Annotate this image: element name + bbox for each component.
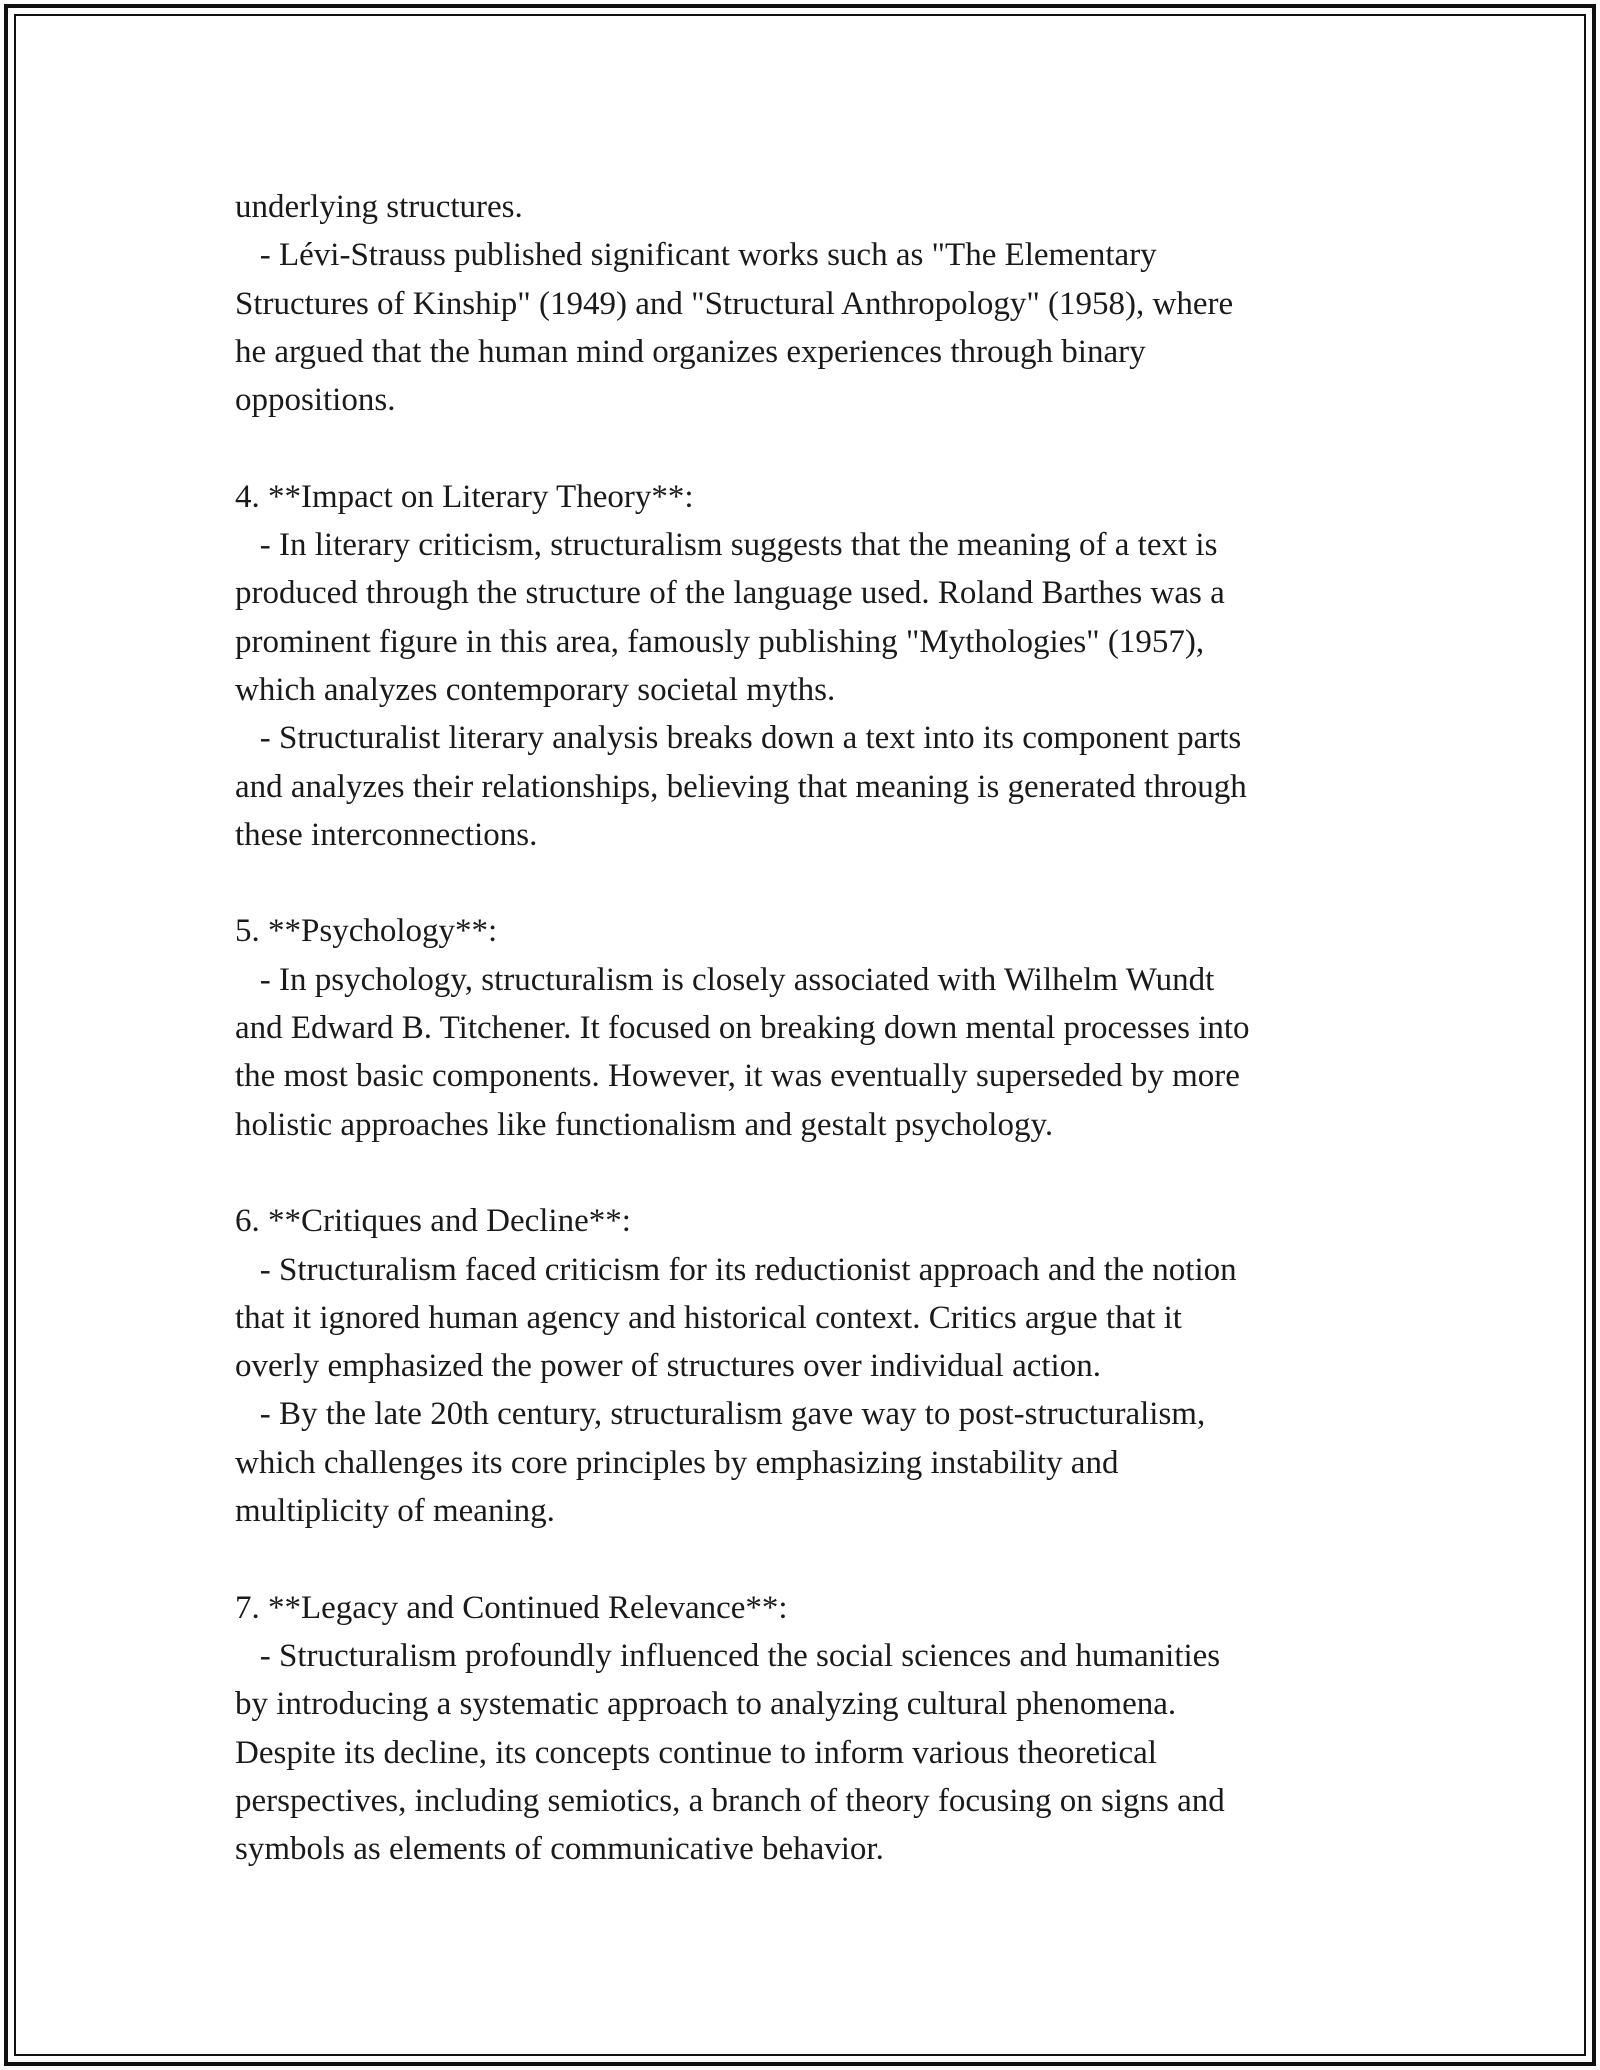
text-line: produced through the structure of the language used. Roland Barthes was a	[235, 575, 1225, 612]
text-line: he argued that the human mind organizes experiences through binary	[235, 333, 1146, 370]
section-heading: 7. **Legacy and Continued Relevance**:	[235, 1589, 788, 1626]
text-line: Structures of Kinship" (1949) and "Structural Anthropology" (1958), where	[235, 285, 1234, 322]
text-line: these interconnections.	[235, 816, 538, 853]
text-line: - Structuralism faced criticism for its reductionist approach and the notion	[235, 1251, 1237, 1288]
text-line: oppositions.	[235, 382, 396, 419]
text-line: overly emphasized the power of structures over individual action.	[235, 1348, 1101, 1385]
text-line: which challenges its core principles by emphasizing instability and	[235, 1444, 1119, 1481]
document-body	[235, 183, 1405, 1873]
text-line: - In literary criticism, structuralism suggests that the meaning of a text is	[235, 527, 1218, 564]
text-line: Despite its decline, its concepts continue to inform various theoretical	[235, 1734, 1157, 1771]
text-line: - By the late 20th century, structuralism gave way to post-structuralism,	[235, 1396, 1206, 1433]
text-line: perspectives, including semiotics, a branch of theory focusing on signs and	[235, 1782, 1225, 1819]
text-line: - In psychology, structuralism is closely associated with Wilhelm Wundt	[235, 961, 1215, 998]
blank-line	[235, 1149, 1405, 1197]
text-line: underlying structures.	[235, 189, 523, 225]
text-line: multiplicity of meaning.	[235, 1493, 555, 1530]
text-line: - Structuralism profoundly influenced the social sciences and humanities	[235, 1637, 1221, 1674]
blank-line	[235, 1535, 1405, 1583]
text-line: prominent figure in this area, famously publishing "Mythologies" (1957),	[235, 623, 1205, 660]
text-line: - Lévi-Strauss published significant works such as "The Elementary	[235, 237, 1157, 274]
text-line: and analyzes their relationships, believing that meaning is generated through	[235, 768, 1247, 805]
section-heading: 4. **Impact on Literary Theory**:	[235, 478, 694, 515]
section-heading: 6. **Critiques and Decline**:	[235, 1203, 631, 1240]
text-line: - Structuralist literary analysis breaks down a text into its component parts	[235, 720, 1242, 757]
blank-line	[235, 859, 1405, 907]
text-line: which analyzes contemporary societal myths.	[235, 671, 836, 708]
text-line: that it ignored human agency and historical context. Critics argue that it	[235, 1299, 1182, 1336]
section-heading: 5. **Psychology**:	[235, 913, 498, 950]
text-line: symbols as elements of communicative behavior.	[235, 1831, 884, 1868]
text-line: by introducing a systematic approach to analyzing cultural phenomena.	[235, 1686, 1177, 1723]
blank-line	[235, 424, 1405, 472]
text-line: holistic approaches like functionalism and gestalt psychology.	[235, 1106, 1054, 1143]
text-line: and Edward B. Titchener. It focused on breaking down mental processes into	[235, 1010, 1250, 1047]
text-line: the most basic components. However, it was eventually superseded by more	[235, 1058, 1240, 1095]
